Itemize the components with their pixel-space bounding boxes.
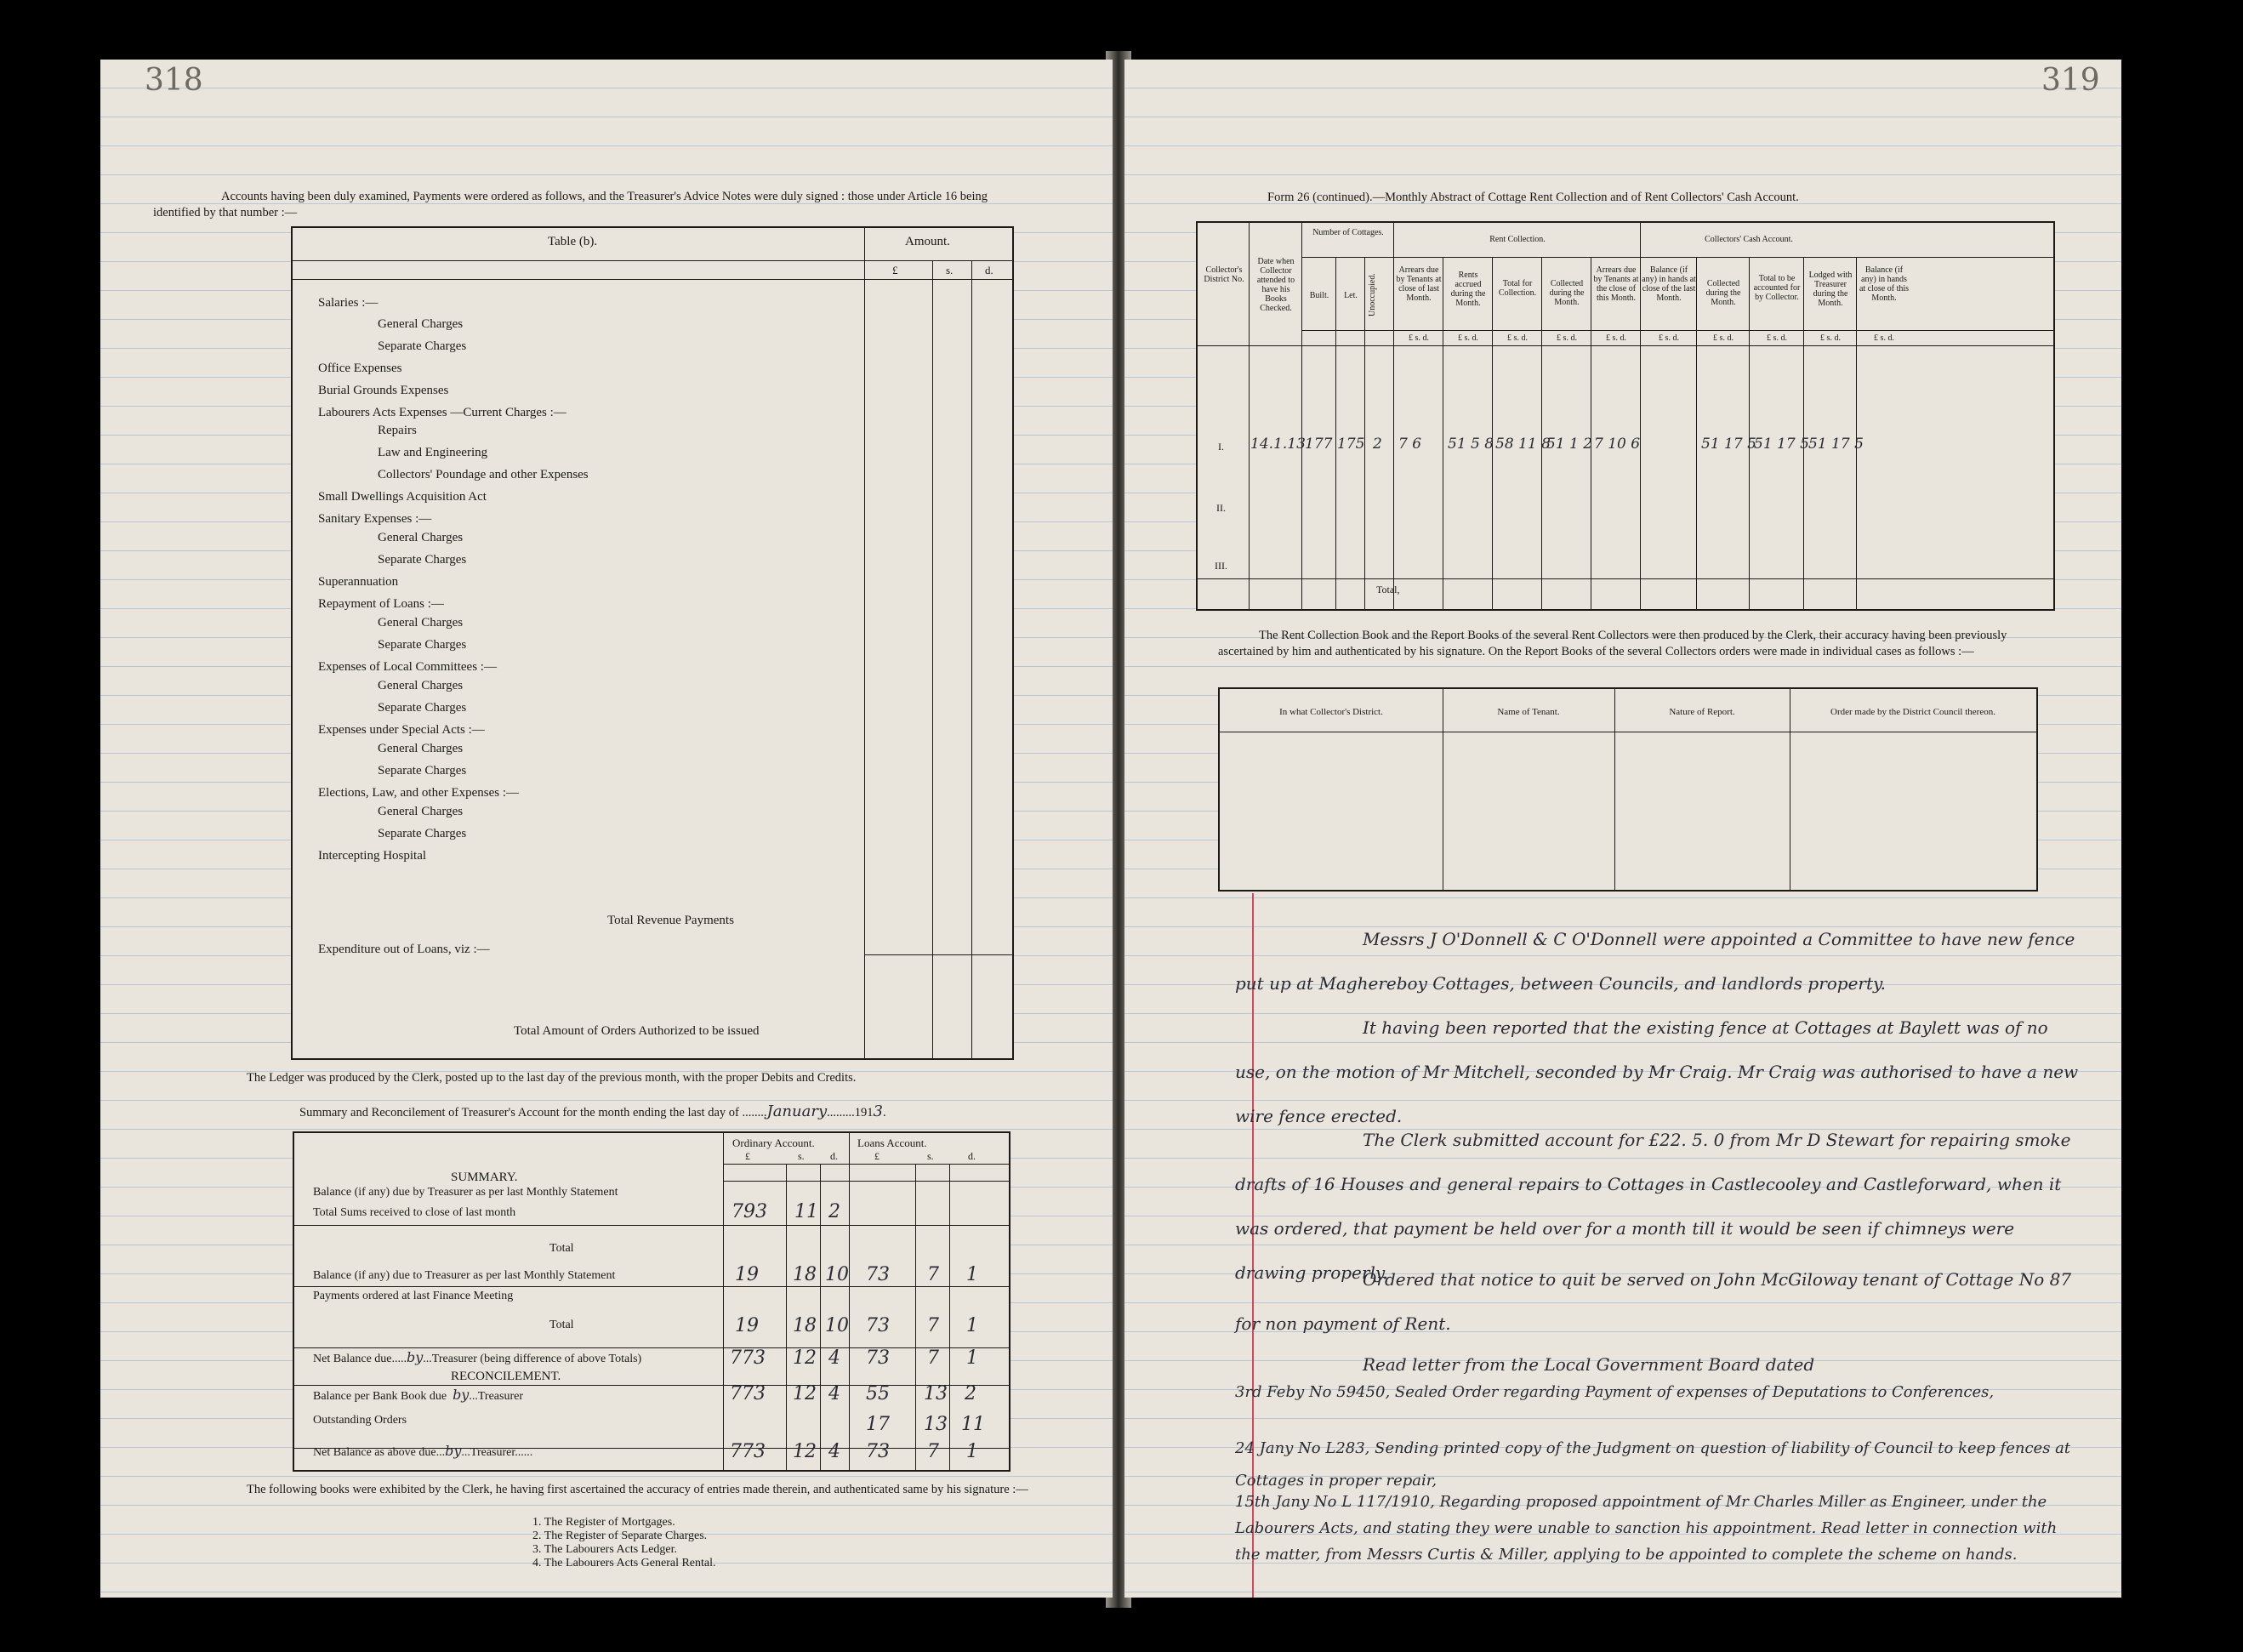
group-header: Number of Cottages. [1312,228,1384,237]
summary-row-label: Total [549,1319,574,1331]
figure-pounds: 73 [866,1315,890,1336]
form-title: Form 26 (continued).—Monthly Abstract of Cottage Rent Collection and of Rent Collectors' Cash Account. [1267,191,1799,204]
column-header: Total for Collection. [1498,279,1537,298]
minute-entry: It having been reported that the existing fence at Cottages at Baylett was of no use, on the motion of Mr Mitchell, seconded by Mr Craig. Mr Craig was authorised to have a new wire fence erected. [1235,1017,2079,1126]
date-checked: 14.1.13 [1250,436,1306,453]
label-part: Treasurer [477,1390,523,1403]
total-revenue-label: Total Revenue Payments [607,914,734,927]
summary-row-label: Net Balance as above due...by...Treasurer...... [313,1443,533,1459]
report-column-header: Order made by the District Council thereon. [1830,707,1995,717]
row-elections: Elections, Law, and other Expenses :— [318,786,520,800]
row-special-acts: Expenses under Special Acts :— [318,723,485,737]
row-separate-charges: Separate Charges [378,764,467,778]
currency-pounds: £ [745,1150,750,1162]
figure-pence: 4 [828,1383,840,1404]
figure-pounds: 55 [866,1383,890,1404]
row-general-charges: General Charges [378,531,464,544]
group-header: Collectors' Cash Account. [1705,235,1793,244]
minute-entry: Read letter from the Local Government Board dated [1363,1354,1815,1375]
row-repairs: Repairs [378,424,417,437]
collected-month: 51 1 2 [1546,436,1593,453]
report-column-header: In what Collector's District. [1279,707,1383,717]
label-part: Net Balance as above due [313,1446,436,1459]
figure-shillings: 12 [793,1383,817,1404]
currency-pence: d. [968,1150,976,1162]
left-page [100,60,1113,1598]
currency-pounds: £ [874,1150,880,1162]
summary-row-label: Balance (if any) due to Treasurer as per last Monthly Statement [313,1269,616,1282]
figure-shillings: 12 [793,1441,817,1462]
column-header: Arrears due by Tenants at close of last Month. [1396,265,1442,303]
summary-heading: Summary and Reconcilement of Treasurer's Account for the month ending the last day of ........January.........1913. [299,1102,886,1120]
book-item: 2. The Register of Separate Charges. [532,1530,708,1542]
minute-entry: 3rd Feby No 59450, Sealed Order regarding Payment of expenses of Deputations to Conferences, [1235,1383,1995,1401]
figure-shillings: 18 [793,1315,817,1336]
district-number: I. [1218,441,1224,453]
row-law-engineering: Law and Engineering [378,446,488,459]
cottages-let: 175 [1337,436,1365,453]
figure-pounds: 19 [735,1315,759,1336]
summary-row-label: Balance per Bank Book due by...Treasurer [313,1387,523,1403]
figure-pence: 4 [828,1441,840,1462]
row-separate-charges: Separate Charges [378,339,467,353]
figure-shillings: 13 [924,1414,948,1435]
row-general-charges: General Charges [378,805,464,818]
summary-row-label: Total Sums received to close of last month [313,1206,516,1219]
books-text: The following books were exhibited by the Clerk, he having first ascertained the accuracy of entries made therein, and authenticated same by his signature :— [247,1483,1028,1496]
right-page [1124,60,2121,1598]
row-separate-charges: Separate Charges [378,553,467,567]
column-header: Rents accrued during the Month. [1450,271,1486,308]
report-column-header: Nature of Report. [1669,707,1735,717]
arrears-last-month: 7 6 [1398,436,1422,453]
figure-pounds: 793 [732,1201,767,1222]
figure-pounds: 773 [730,1347,766,1369]
figure-pence: 4 [828,1347,840,1369]
total-label: Total, [1376,584,1400,595]
minute-entry: The Clerk submitted account for £22. 5. 0 from Mr D Stewart for repairing smoke drafts of 16 Houses and general repairs to Cottages in Castlecooley and Castleforward, when it was ordered, that payment be held over for a month till it would be seen if chimneys were drawing properly. [1235,1130,2071,1283]
summary-table [293,1131,1010,1472]
label-part: Balance per Bank Book due [313,1390,447,1403]
pence-header: d. [985,264,993,276]
ledger-text: The Ledger was produced by the Clerk, posted up to the last day of the previous month, with the proper Debits and Credits. [247,1071,857,1085]
total-accounted: 51 17 5 [1754,436,1809,453]
figure-pounds: 17 [866,1414,890,1435]
report-column-header: Name of Tenant. [1497,707,1560,717]
column-header: Collected during the Month. [1705,279,1741,307]
district-number: III. [1215,560,1227,572]
row-intercepting-hospital: Intercepting Hospital [318,849,427,863]
lsd-label: £ s. d. [1659,333,1679,343]
lsd-label: £ s. d. [1606,333,1626,343]
figure-pence: 1 [966,1347,978,1369]
row-collectors-poundage: Collectors' Poundage and other Expenses [378,468,589,481]
minute-entry: 24 Jany No L283, Sending printed copy of the Judgment on question of liability of Council to keep fences at Cottages in proper repair, [1235,1439,2071,1490]
cottages-unoccupied: 2 [1373,436,1382,453]
lsd-label: £ s. d. [1557,333,1577,343]
column-header: Total to be accounted for by Collector. [1753,274,1801,302]
column-header: Collector's District No. [1204,265,1244,284]
rent-abstract-table [1196,221,2055,611]
lsd-label: £ s. d. [1507,333,1528,343]
report-table [1218,687,2038,892]
figure-pence: 11 [961,1414,985,1435]
row-separate-charges: Separate Charges [378,827,467,840]
rent-book-text: The Rent Collection Book and the Report Books of the several Rent Collectors were then produced by the Clerk, their accuracy having been previously ascertained by him and authenticated by his signature. On the Report Books of the several Collectors orders were made in individual cases as follows :— [1218,629,2007,658]
figure-pence: 1 [966,1264,978,1285]
row-small-dwellings: Small Dwellings Acquisition Act [318,490,487,504]
row-general-charges: General Charges [378,742,464,755]
summary-month: January [766,1102,828,1120]
loans-expenditure-label: Expenditure out of Loans, viz :— [318,943,490,956]
summary-year-prefix: 191 [854,1106,874,1119]
figure-pounds: 73 [866,1441,890,1462]
figure-shillings: 11 [794,1201,818,1222]
row-separate-charges: Separate Charges [378,701,467,715]
row-local-committees: Expenses of Local Committees :— [318,660,497,674]
total-collection: 58 11 8 [1495,436,1551,453]
column-header: Balance (if any) in hands at close of this Month. [1859,265,1910,303]
books-list [532,1516,716,1570]
page-number: 319 [2041,63,2100,98]
column-header: Balance (if any) in hands at close of the last Month. [1642,265,1696,303]
district-number: II. [1216,502,1226,514]
row-repayment-loans: Repayment of Loans :— [318,597,444,611]
summary-row-label: Outstanding Orders [313,1414,407,1427]
summary-row-label: Balance (if any) due by Treasurer as per last Monthly Statement [313,1186,618,1199]
arrears-close: 7 10 6 [1594,436,1641,453]
row-salaries: Salaries :— [318,296,379,310]
lodged-treasurer: 51 17 5 [1808,436,1864,453]
book-item: 4. The Labourers Acts General Rental. [532,1557,716,1569]
loans-header: Loans Account. [857,1136,927,1149]
row-general-charges: General Charges [378,317,464,331]
label-part: Net Balance due [313,1353,392,1365]
summary-heading-text: Summary and Reconcilement of Treasurer's Account for the month ending the last day of [299,1106,739,1119]
minute-entry: Messrs J O'Donnell & C O'Donnell were appointed a Committee to have new fence put up at Maghereboy Cottages, between Councils, and landlords property. [1235,929,2075,994]
lsd-label: £ s. d. [1713,333,1733,343]
figure-shillings: 7 [927,1264,939,1285]
currency-pence: d. [830,1150,838,1162]
figure-pence: 1 [966,1315,978,1336]
cottages-built: 177 [1305,436,1333,453]
figure-shillings: 7 [927,1441,939,1462]
column-header: Arrears due by Tenants at the close of this Month. [1593,265,1639,303]
column-header: Built. [1309,291,1329,300]
figure-pence: 10 [825,1315,849,1336]
row-general-charges: General Charges [378,679,464,692]
summary-year-digit: 3 [873,1102,883,1120]
row-superannuation: Superannuation [318,575,399,589]
label-part: Treasurer (being difference of above Totals) [431,1353,642,1365]
lsd-label: £ s. d. [1458,333,1478,343]
currency-shillings: s. [798,1150,805,1162]
lsd-label: £ s. d. [1820,333,1841,343]
row-labourers-acts: Labourers Acts Expenses —Current Charges :— [318,406,566,419]
column-header: Unoccupied. [1368,273,1377,316]
label-hand: by [453,1387,470,1403]
figure-pence: 2 [828,1201,840,1222]
figure-pence: 1 [966,1441,978,1462]
summary-row-label: Net Balance due.....by...Treasurer (being difference of above Totals) [313,1349,642,1365]
pounds-header: £ [892,264,898,276]
row-office-expenses: Office Expenses [318,362,402,375]
figure-pence: 10 [825,1264,849,1285]
rents-accrued: 51 5 8 [1448,436,1494,453]
currency-shillings: s. [927,1150,934,1162]
figure-shillings: 13 [924,1383,948,1404]
reconcile-title: RECONCILEMENT. [451,1370,561,1383]
label-hand: by [445,1443,462,1459]
payments-table [291,226,1014,1060]
shillings-header: s. [946,264,954,276]
ordinary-header: Ordinary Account. [732,1136,815,1149]
accounts-intro: Accounts having been duly examined, Payments were ordered as follows, and the Treasurer's Advice Notes were duly signed : those under Article 16 being identified by that number :— [153,190,988,219]
row-separate-charges: Separate Charges [378,638,467,652]
figure-shillings: 7 [927,1347,939,1369]
figure-pounds: 773 [730,1441,766,1462]
column-header: Lodged with Treasurer during the Month. [1808,271,1853,308]
table-title: Table (b). [548,235,598,248]
column-header: Let. [1344,291,1358,300]
page-number: 318 [145,63,203,98]
column-header: Date when Collector attended to have his Books Checked. [1256,257,1295,313]
summary-row-label: Payments ordered at last Finance Meeting [313,1290,514,1302]
cash-collected: 51 17 5 [1701,436,1756,453]
row-sanitary: Sanitary Expenses :— [318,512,432,526]
figure-pounds: 19 [735,1264,759,1285]
label-hand: by [407,1349,424,1365]
total-orders-label: Total Amount of Orders Authorized to be issued [514,1024,760,1038]
figure-shillings: 12 [793,1347,817,1369]
summary-row-label: Total [549,1242,574,1255]
figure-pounds: 773 [730,1383,766,1404]
group-header: Rent Collection. [1489,235,1546,244]
minute-entry: Ordered that notice to quit be served on John McGiloway tenant of Cottage No 87 for non payment of Rent. [1235,1269,2072,1334]
row-burial-grounds: Burial Grounds Expenses [318,384,449,397]
book-item: 1. The Register of Mortgages. [532,1516,675,1529]
label-part: Treasurer [470,1446,515,1459]
figure-pounds: 73 [866,1264,890,1285]
figure-pence: 2 [965,1383,976,1404]
row-general-charges: General Charges [378,616,464,629]
book-item: 3. The Labourers Acts Ledger. [532,1543,678,1556]
figure-shillings: 7 [927,1315,939,1336]
column-header: Collected during the Month. [1549,279,1585,307]
figure-shillings: 18 [793,1264,817,1285]
lsd-label: £ s. d. [1409,333,1429,343]
lsd-label: £ s. d. [1874,333,1894,343]
summary-title: SUMMARY. [451,1171,518,1184]
minute-entry: 15th Jany No L 117/1910, Regarding proposed appointment of Mr Charles Miller as Engineer, under the Labourers Acts, and stating they were unable to sanction his appointment. Read letter in connection with the matter, from Messrs Curtis & Miller, applying to be appointed to complete the scheme on hands. [1235,1493,2058,1564]
amount-header: Amount. [905,235,950,248]
lsd-label: £ s. d. [1767,333,1787,343]
figure-pounds: 73 [866,1347,890,1369]
